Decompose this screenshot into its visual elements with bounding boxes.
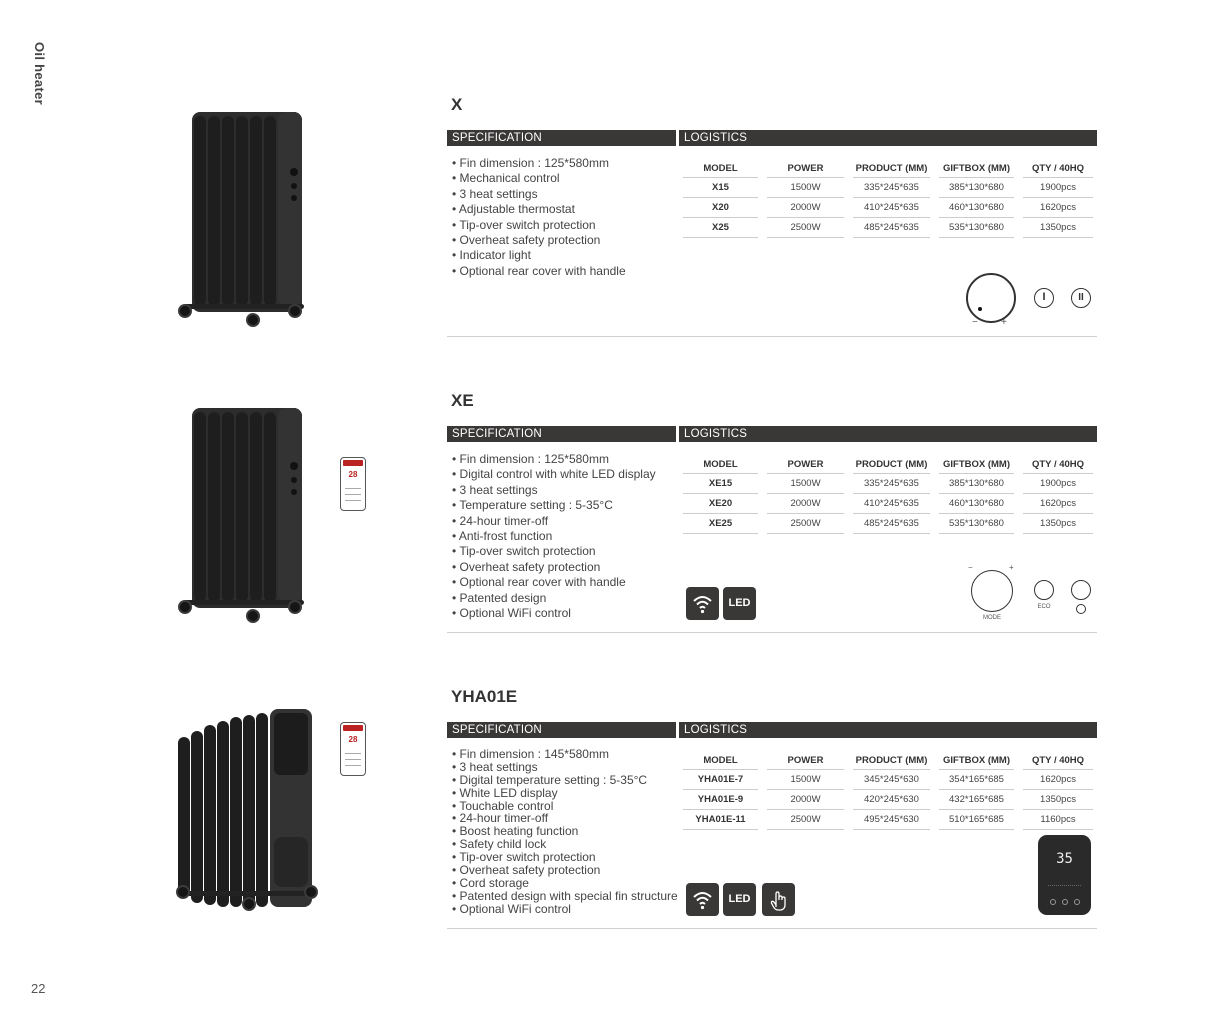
heater-image-yha01e xyxy=(170,707,320,947)
cell-model: X25 xyxy=(683,218,758,238)
col-product: PRODUCT (MM) xyxy=(853,159,930,178)
logistics-table xyxy=(674,751,1102,830)
logistics-header: LOGISTICS xyxy=(679,426,1097,442)
cell-power: 2500W xyxy=(767,218,844,238)
spec-item: • Cord storage xyxy=(452,877,678,890)
touch-feature-icon xyxy=(762,883,795,916)
col-model: MODEL xyxy=(683,159,758,178)
thermostat-dial-icon xyxy=(966,273,1016,323)
table-row xyxy=(683,514,1093,534)
cell-qty: 1620pcs xyxy=(1023,770,1093,790)
table-header-row xyxy=(683,455,1093,474)
cell-giftbox: 460*130*680 xyxy=(939,198,1014,218)
cell-qty: 1350pcs xyxy=(1023,514,1093,534)
cell-giftbox: 354*165*685 xyxy=(939,770,1014,790)
col-giftbox: GIFTBOX (MM) xyxy=(939,455,1014,474)
eco-button-icon xyxy=(1034,580,1054,600)
logistics-header: LOGISTICS xyxy=(679,130,1097,146)
cell-product: 485*245*635 xyxy=(853,218,930,238)
spec-item: • Overheat safety protection xyxy=(452,864,678,877)
spec-item: • Mechanical control xyxy=(452,171,626,186)
wifi-feature-icon xyxy=(686,587,719,620)
table-row xyxy=(683,770,1093,790)
cell-giftbox: 510*165*685 xyxy=(939,810,1014,830)
spec-item: • Optional rear cover with handle xyxy=(452,264,626,279)
spec-item: • 24-hour timer-off xyxy=(452,812,678,825)
dial-minus: − xyxy=(972,317,978,328)
cell-product: 345*245*630 xyxy=(853,770,930,790)
cell-product: 335*245*635 xyxy=(853,178,930,198)
cell-power: 1500W xyxy=(767,178,844,198)
cell-product: 335*245*635 xyxy=(853,474,930,494)
spec-item: • Fin dimension : 125*580mm xyxy=(452,156,626,171)
spec-item: • Optional WiFi control xyxy=(452,606,656,621)
mode-dial-minus: − xyxy=(968,563,973,572)
col-qty: QTY / 40HQ xyxy=(1023,751,1093,770)
control-panel-display xyxy=(1038,835,1091,915)
logistics-table xyxy=(674,455,1102,534)
model-title: YHA01E xyxy=(451,687,518,706)
cell-power: 1500W xyxy=(767,770,844,790)
cell-giftbox: 535*130*680 xyxy=(939,218,1014,238)
col-model: MODEL xyxy=(683,455,758,474)
cell-qty: 1350pcs xyxy=(1023,218,1093,238)
led-feature-badge: LED xyxy=(723,587,756,620)
spec-item: • White LED display xyxy=(452,787,678,800)
switch-two-icon xyxy=(1071,288,1091,308)
page-number: 22 xyxy=(31,981,46,996)
cell-qty: 1350pcs xyxy=(1023,790,1093,810)
spec-item: • Digital control with white LED display xyxy=(452,467,656,482)
col-product: PRODUCT (MM) xyxy=(853,751,930,770)
cell-qty: 1900pcs xyxy=(1023,178,1093,198)
logistics-header: LOGISTICS xyxy=(679,722,1097,738)
table-row xyxy=(683,790,1093,810)
spec-header: SPECIFICATION xyxy=(447,722,676,738)
switch-one-label: I xyxy=(1042,291,1046,303)
col-qty: QTY / 40HQ xyxy=(1023,455,1093,474)
spec-item: • Touchable control xyxy=(452,800,678,813)
cell-model: YHA01E-9 xyxy=(683,790,758,810)
cell-qty: 1620pcs xyxy=(1023,198,1093,218)
heater-image-x xyxy=(170,108,320,348)
mode-dial-plus: + xyxy=(1009,563,1014,572)
wifi-feature-icon xyxy=(686,883,719,916)
logistics-table xyxy=(674,159,1102,238)
cell-qty: 1160pcs xyxy=(1023,810,1093,830)
spec-item: • 24-hour timer-off xyxy=(452,514,656,529)
spec-item: • Overheat safety protection xyxy=(452,233,626,248)
cell-giftbox: 460*130*680 xyxy=(939,494,1014,514)
spec-item: • Safety child lock xyxy=(452,838,678,851)
cell-power: 2000W xyxy=(767,790,844,810)
cell-power: 1500W xyxy=(767,474,844,494)
cell-model: X20 xyxy=(683,198,758,218)
table-row xyxy=(683,198,1093,218)
col-power: POWER xyxy=(767,455,844,474)
table-row xyxy=(683,178,1093,198)
section-divider xyxy=(447,632,1097,633)
cell-model: YHA01E-11 xyxy=(683,810,758,830)
col-model: MODEL xyxy=(683,751,758,770)
mode-label: MODE xyxy=(983,615,1001,621)
cell-model: XE20 xyxy=(683,494,758,514)
spec-item: • Adjustable thermostat xyxy=(452,202,626,217)
spec-item: • Overheat safety protection xyxy=(452,560,656,575)
eco-label: ECO xyxy=(1037,604,1051,610)
spec-item: • Patented design with special fin structure xyxy=(452,890,678,903)
spec-item: • 3 heat settings xyxy=(452,483,656,498)
spec-item: • 3 heat settings xyxy=(452,761,678,774)
table-header-row xyxy=(683,159,1093,178)
panel-temp: 35 xyxy=(1056,851,1073,867)
side-title: Oil heater xyxy=(32,42,47,105)
cell-giftbox: 535*130*680 xyxy=(939,514,1014,534)
phone-app-icon xyxy=(340,457,366,511)
col-qty: QTY / 40HQ xyxy=(1023,159,1093,178)
model-title: X xyxy=(451,95,463,114)
spec-item: • Tip-over switch protection xyxy=(452,218,626,233)
cell-power: 2000W xyxy=(767,198,844,218)
switch-two-label: II xyxy=(1078,292,1084,303)
cell-product: 420*245*630 xyxy=(853,790,930,810)
section-divider xyxy=(447,928,1097,929)
spec-item: • Indicator light xyxy=(452,248,626,263)
switch-one-icon xyxy=(1034,288,1054,308)
power-button-icon xyxy=(1071,580,1091,600)
led-feature-badge: LED xyxy=(723,883,756,916)
spec-header: SPECIFICATION xyxy=(447,130,676,146)
model-title: XE xyxy=(451,391,474,410)
spec-item: • Patented design xyxy=(452,591,656,606)
spec-item: • Fin dimension : 145*580mm xyxy=(452,748,678,761)
cell-giftbox: 385*130*680 xyxy=(939,474,1014,494)
spec-list xyxy=(452,452,656,621)
spec-item: • Anti-frost function xyxy=(452,529,656,544)
table-row xyxy=(683,810,1093,830)
cell-giftbox: 385*130*680 xyxy=(939,178,1014,198)
cell-model: X15 xyxy=(683,178,758,198)
spec-item: • Tip-over switch protection xyxy=(452,851,678,864)
col-power: POWER xyxy=(767,159,844,178)
cell-product: 485*245*635 xyxy=(853,514,930,534)
spec-item: • Optional rear cover with handle xyxy=(452,575,656,590)
cell-model: XE15 xyxy=(683,474,758,494)
dial-plus: + xyxy=(1001,317,1007,328)
spec-list xyxy=(452,156,626,279)
spec-item: • Fin dimension : 125*580mm xyxy=(452,452,656,467)
col-product: PRODUCT (MM) xyxy=(853,455,930,474)
cell-power: 2500W xyxy=(767,514,844,534)
cell-qty: 1900pcs xyxy=(1023,474,1093,494)
phone-app-icon xyxy=(340,722,366,776)
heater-image-xe xyxy=(170,404,320,644)
cell-qty: 1620pcs xyxy=(1023,494,1093,514)
section-divider xyxy=(447,336,1097,337)
cell-product: 410*245*635 xyxy=(853,198,930,218)
cell-product: 410*245*635 xyxy=(853,494,930,514)
col-power: POWER xyxy=(767,751,844,770)
cell-power: 2500W xyxy=(767,810,844,830)
spec-item: • Digital temperature setting : 5-35°C xyxy=(452,774,678,787)
info-icon xyxy=(1076,604,1086,614)
col-giftbox: GIFTBOX (MM) xyxy=(939,159,1014,178)
cell-power: 2000W xyxy=(767,494,844,514)
table-row xyxy=(683,218,1093,238)
spec-item: • Tip-over switch protection xyxy=(452,544,656,559)
spec-list xyxy=(452,748,678,916)
spec-item: • Boost heating function xyxy=(452,825,678,838)
table-row xyxy=(683,494,1093,514)
cell-model: YHA01E-7 xyxy=(683,770,758,790)
spec-item: • Temperature setting : 5-35°C xyxy=(452,498,656,513)
spec-item: • 3 heat settings xyxy=(452,187,626,202)
table-row xyxy=(683,474,1093,494)
col-giftbox: GIFTBOX (MM) xyxy=(939,751,1014,770)
cell-giftbox: 432*165*685 xyxy=(939,790,1014,810)
phone-temp: 28 xyxy=(348,470,358,479)
table-header-row xyxy=(683,751,1093,770)
spec-header: SPECIFICATION xyxy=(447,426,676,442)
dial-dot-icon xyxy=(978,307,982,311)
spec-item: • Optional WiFi control xyxy=(452,903,678,916)
mode-dial-icon xyxy=(971,570,1013,612)
phone-temp: 28 xyxy=(348,735,358,744)
cell-product: 495*245*630 xyxy=(853,810,930,830)
cell-model: XE25 xyxy=(683,514,758,534)
